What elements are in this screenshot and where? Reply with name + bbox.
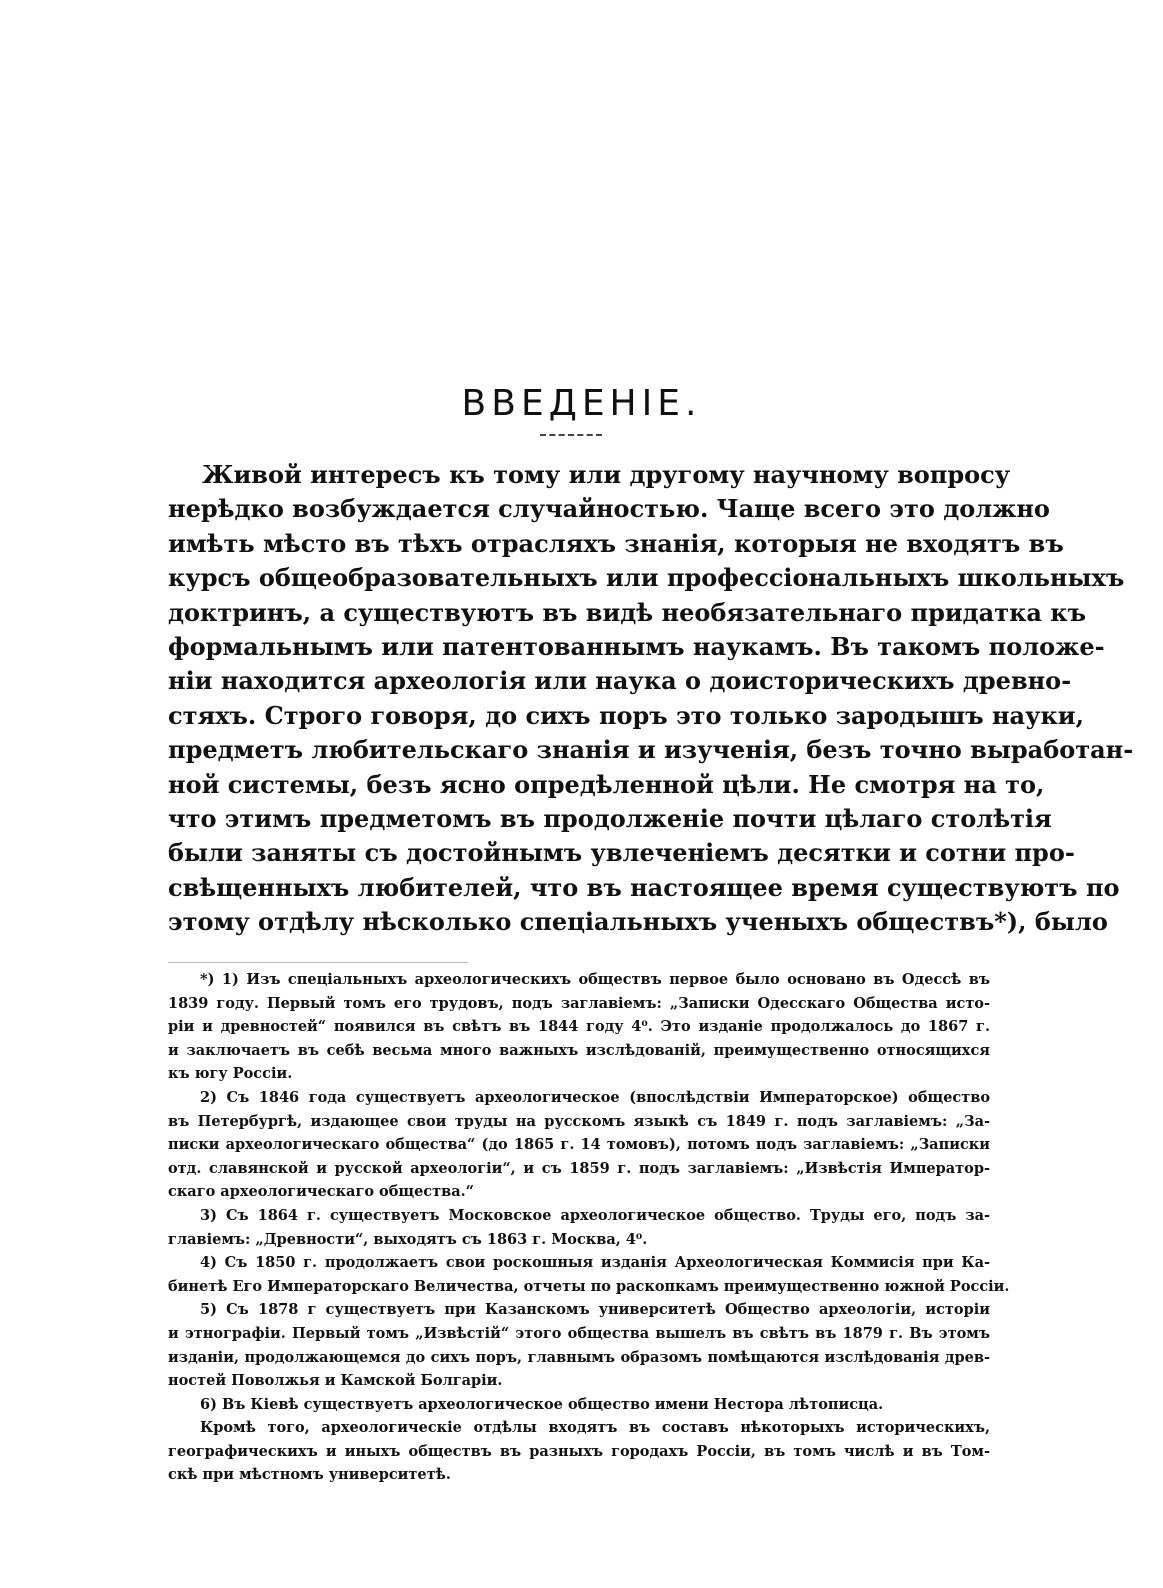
footnotes <box>168 968 1010 1487</box>
chapter-title: ВВЕДЕНІЕ. <box>461 383 702 425</box>
body-line: этому отдѣлу нѣсколько спеціальныхъ ученыхъ обществъ*), было <box>168 907 1108 937</box>
body-line: стяхъ. Строго говоря, до сихъ поръ это только зародышъ науки, <box>168 700 1084 730</box>
footnote-line: скѣ при мѣстномъ университетѣ. <box>168 1466 451 1484</box>
body-line: что этимъ предметомъ въ продолженіе почти цѣлаго столѣтія <box>168 803 1052 833</box>
body-line: предметъ любительскаго знанія и изученія, безъ точно выработан- <box>168 735 1134 765</box>
body-text <box>168 458 1134 939</box>
footnote-line: въ Петербургѣ, издающее свои труды на русскомъ языкѣ съ 1849 г. подъ заглавіемъ: „За- <box>168 1112 990 1130</box>
footnote-line: ріи и древностей“ появился въ свѣтъ въ 1844 году 4⁰. Это изданіе продолжалось до 1867 г. <box>168 1018 990 1036</box>
footnote-line: писки археологическаго общества“ (до 1865 г. 14 томовъ), потомъ подъ заглавіемъ: „Записки <box>168 1136 990 1154</box>
body-line: были заняты съ достойнымъ увлеченіемъ десятки и сотни про- <box>168 838 1075 868</box>
footnote-line: къ югу Россіи. <box>168 1065 293 1083</box>
body-line: доктринъ, а существуютъ въ видѣ необязательнаго придатка къ <box>168 597 1087 627</box>
footnote-line: 5) Съ 1878 г существуетъ при Казанскомъ университетѣ Общество археологіи, исторіи <box>200 1301 990 1319</box>
body-line: свѣщенныхъ любителей, что въ настоящее время существуютъ по <box>168 872 1120 902</box>
footnote-line: 1839 году. Первый томъ его трудовъ, подъ заглавіемъ: „Записки Одесскаго Общества исто- <box>168 994 990 1012</box>
footnote-line: 3) Съ 1864 г. существуетъ Московское археологическое общество. Труды его, подъ за- <box>200 1206 990 1224</box>
footnote-line: Кромѣ того, археологическіе отдѣлы входятъ въ составъ нѣкоторыхъ историческихъ, <box>200 1419 990 1437</box>
body-line: имѣть мѣсто въ тѣхъ отрасляхъ знанія, которыя не входятъ въ <box>168 528 1064 558</box>
body-line: формальнымъ или патентованнымъ наукамъ. Въ такомъ положе- <box>168 631 1105 661</box>
footnote-divider <box>168 962 468 963</box>
footnote-line: бинетѣ Его Императорскаго Величества, отчеты по раскопкамъ преимущественно южной Россіи. <box>168 1277 1010 1295</box>
body-line: нерѣдко возбуждается случайностью. Чаще всего это должно <box>168 494 1050 524</box>
footnote-line: 2) Съ 1846 года существуетъ археологическое (впослѣдствіи Императорское) общество <box>200 1088 990 1106</box>
body-line: курсъ общеобразовательныхъ или профессіональныхъ школьныхъ <box>168 563 1125 593</box>
footnote-line: и заключаетъ въ себѣ весьма много важныхъ изслѣдованій, преимущественно относящихся <box>168 1041 990 1059</box>
body-line: ной системы, безъ ясно опредѣленной цѣли. Не смотря на то, <box>168 769 1045 799</box>
title-divider <box>540 434 602 436</box>
body-line: ніи находится археологія или наука о доисторическихъ древно- <box>168 666 1072 696</box>
footnote-line: географическихъ и иныхъ обществъ въ разныхъ городахъ Россіи, въ томъ числѣ и въ Том- <box>168 1442 990 1460</box>
footnote-line: изданіи, продолжающемся до сихъ поръ, главнымъ образомъ помѣщаются изслѣдованія древ- <box>168 1348 990 1366</box>
footnote-line: отд. славянской и русской археологіи“, и съ 1859 г. подъ заглавіемъ: „Извѣстія Император- <box>168 1159 990 1177</box>
footnote-line: 6) Въ Кіевѣ существуетъ археологическое общество имени Нестора лѣтописца. <box>200 1395 884 1413</box>
footnote-line: 4) Съ 1850 г. продолжаетъ свои роскошныя изданія Археологическая Коммисія при Ка- <box>200 1254 990 1272</box>
footnote-line: главіемъ: „Древности“, выходятъ съ 1863 г. Москва, 4⁰. <box>168 1230 648 1248</box>
footnote-line: *) 1) Изъ спеціальныхъ археологическихъ обществъ первое было основано въ Одессѣ въ <box>200 971 990 988</box>
footnote-line: и этнографіи. Первый томъ „Извѣстій“ этого общества вышелъ въ свѣтъ въ 1879 г. Въ этомъ <box>168 1324 990 1342</box>
footnote-line: ностей Поволжья и Камской Болгаріи. <box>168 1372 503 1390</box>
footnote-line: скаго археологическаго общества.“ <box>168 1183 474 1201</box>
body-line: Живой интересъ къ тому или другому научному вопросу <box>202 460 1011 489</box>
